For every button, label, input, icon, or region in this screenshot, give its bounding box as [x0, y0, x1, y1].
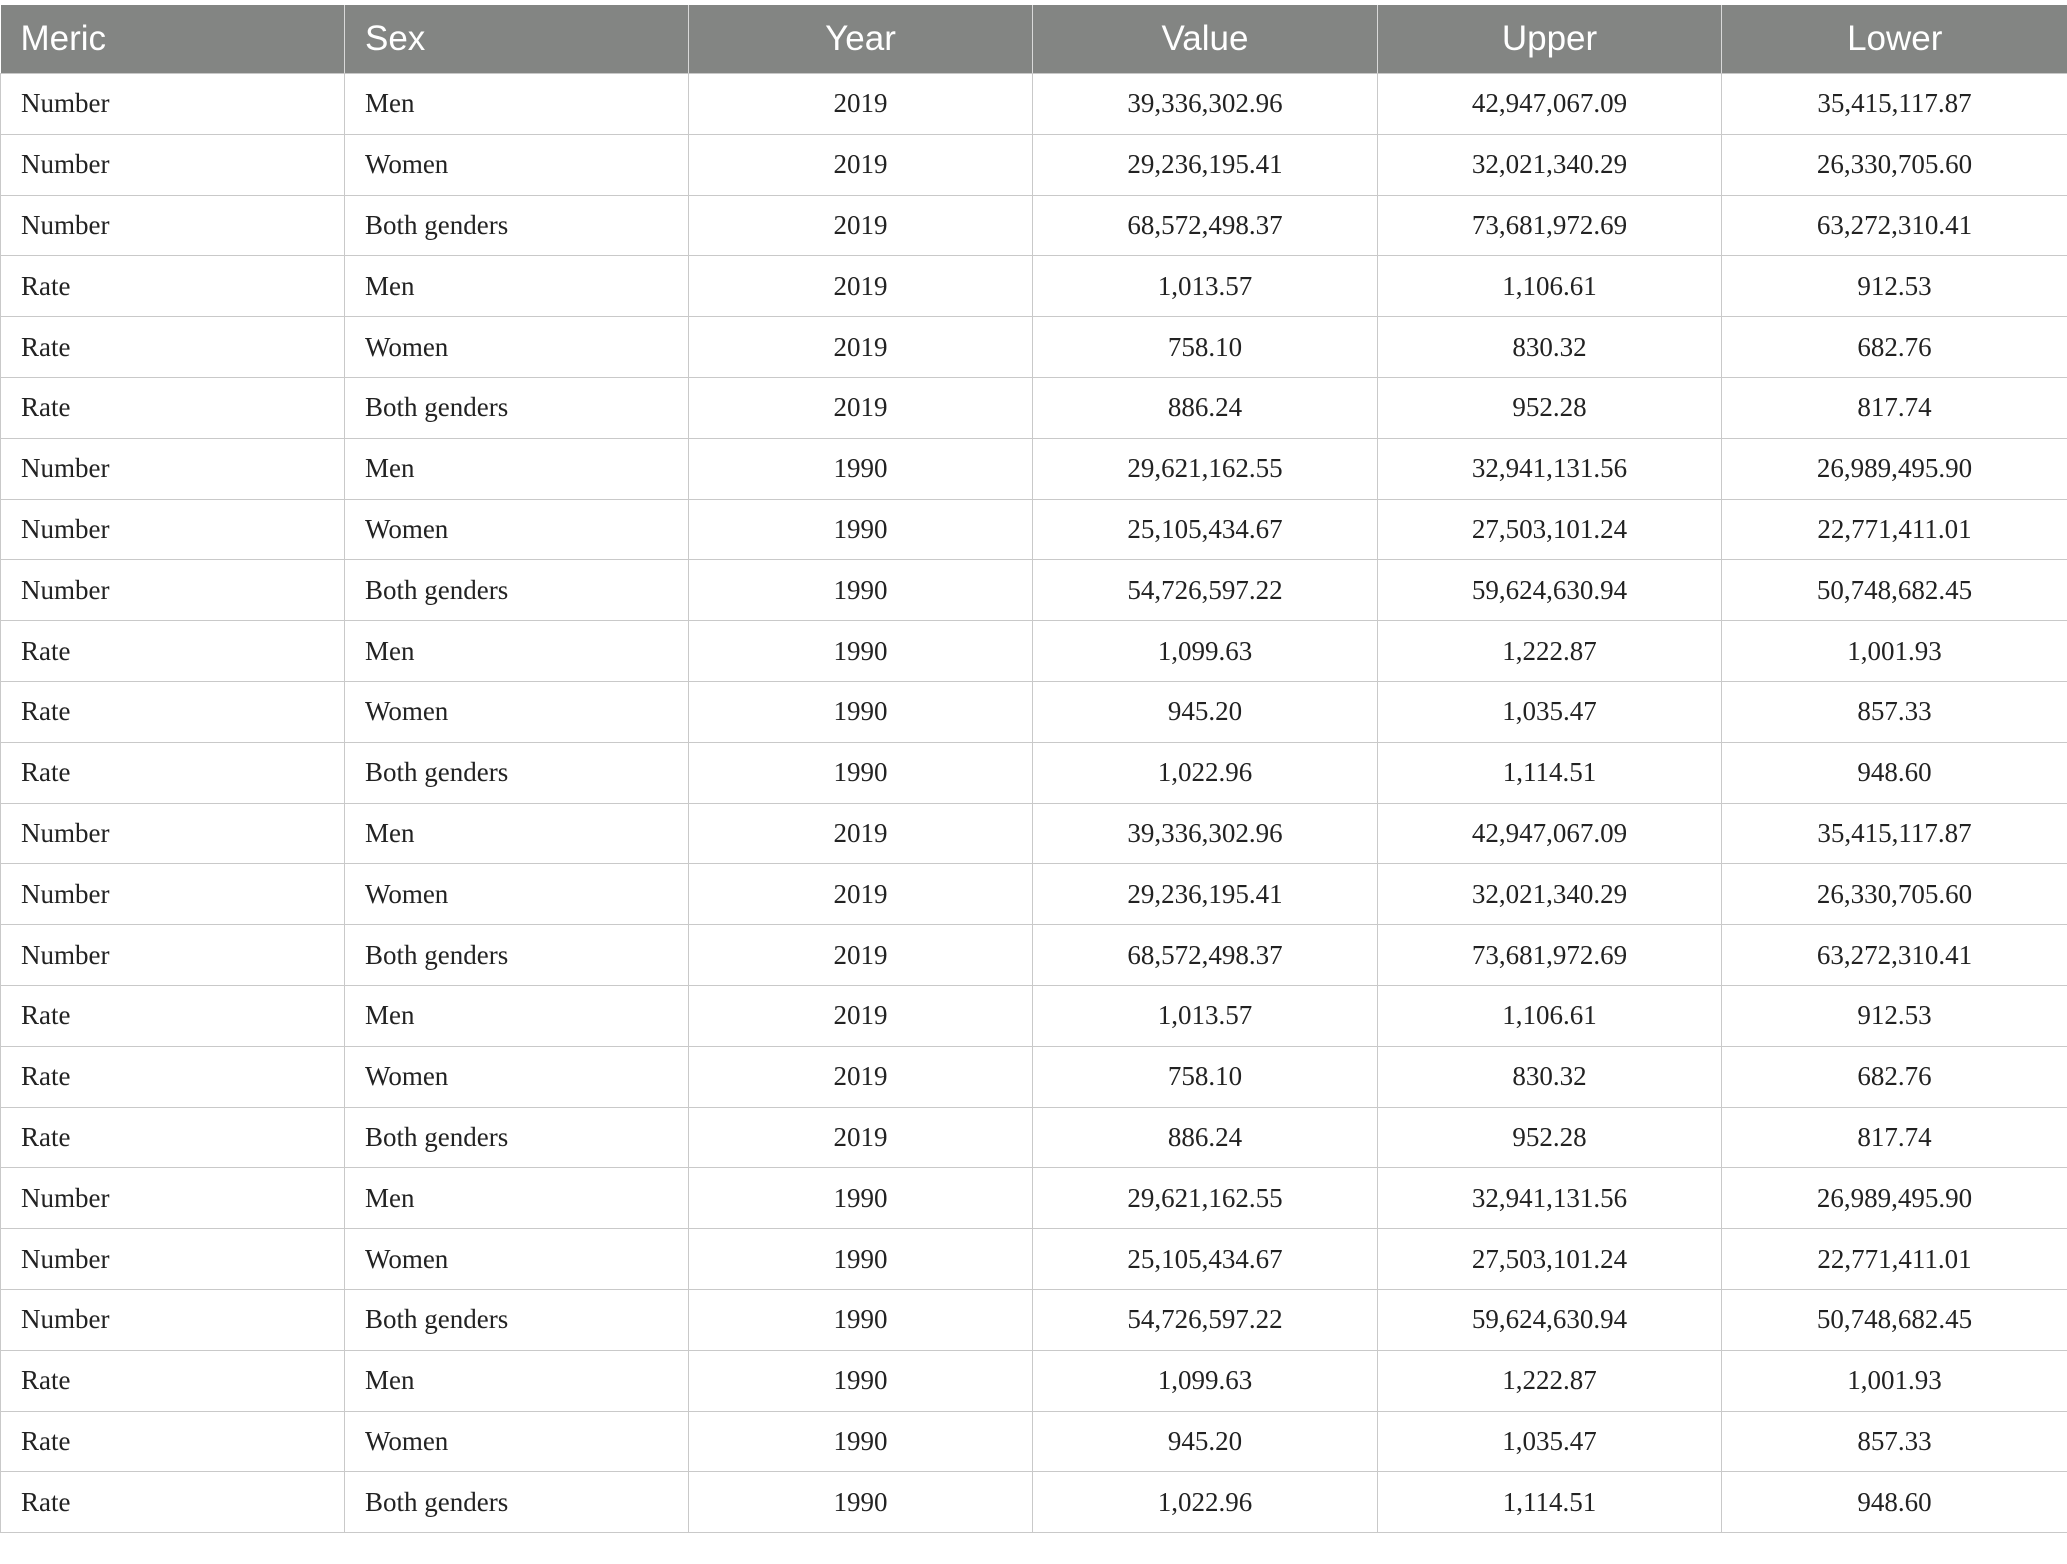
cell-year: 2019 [689, 1046, 1033, 1107]
table-row [1, 1411, 2067, 1472]
cell-value: 1,022.96 [1033, 1472, 1378, 1533]
data-table [0, 5, 2067, 1533]
cell-meric: Number [1, 1289, 345, 1350]
cell-lower: 26,989,495.90 [1722, 1168, 2067, 1229]
cell-meric: Rate [1, 317, 345, 378]
cell-lower: 817.74 [1722, 1107, 2067, 1168]
cell-sex: Men [345, 985, 689, 1046]
cell-value: 1,022.96 [1033, 742, 1378, 803]
cell-meric: Rate [1, 1411, 345, 1472]
cell-upper: 1,114.51 [1378, 742, 1722, 803]
cell-year: 1990 [689, 1472, 1033, 1533]
cell-upper: 1,114.51 [1378, 1472, 1722, 1533]
cell-meric: Rate [1, 377, 345, 438]
cell-meric: Number [1, 925, 345, 986]
cell-sex: Both genders [345, 1289, 689, 1350]
cell-sex: Both genders [345, 195, 689, 256]
table-row [1, 377, 2067, 438]
table-row [1, 1229, 2067, 1290]
table-row [1, 803, 2067, 864]
cell-meric: Number [1, 134, 345, 195]
cell-sex: Both genders [345, 560, 689, 621]
cell-year: 2019 [689, 195, 1033, 256]
table-row [1, 681, 2067, 742]
cell-year: 2019 [689, 803, 1033, 864]
cell-value: 29,621,162.55 [1033, 1168, 1378, 1229]
cell-meric: Number [1, 864, 345, 925]
cell-sex: Women [345, 499, 689, 560]
cell-year: 1990 [689, 1229, 1033, 1290]
cell-meric: Rate [1, 1107, 345, 1168]
cell-sex: Women [345, 317, 689, 378]
table-row [1, 560, 2067, 621]
cell-year: 2019 [689, 317, 1033, 378]
cell-year: 2019 [689, 256, 1033, 317]
cell-value: 758.10 [1033, 1046, 1378, 1107]
cell-value: 1,099.63 [1033, 1350, 1378, 1411]
table-row [1, 1046, 2067, 1107]
cell-value: 54,726,597.22 [1033, 1289, 1378, 1350]
column-header-year: Year [689, 5, 1033, 74]
cell-sex: Both genders [345, 1472, 689, 1533]
cell-upper: 32,941,131.56 [1378, 1168, 1722, 1229]
cell-value: 1,013.57 [1033, 985, 1378, 1046]
cell-year: 1990 [689, 438, 1033, 499]
cell-lower: 682.76 [1722, 317, 2067, 378]
cell-sex: Women [345, 1411, 689, 1472]
cell-value: 1,099.63 [1033, 621, 1378, 682]
cell-lower: 63,272,310.41 [1722, 925, 2067, 986]
cell-meric: Rate [1, 681, 345, 742]
cell-sex: Both genders [345, 377, 689, 438]
cell-sex: Both genders [345, 742, 689, 803]
cell-upper: 1,222.87 [1378, 621, 1722, 682]
table-row [1, 438, 2067, 499]
cell-value: 886.24 [1033, 377, 1378, 438]
cell-upper: 27,503,101.24 [1378, 1229, 1722, 1290]
cell-upper: 32,021,340.29 [1378, 134, 1722, 195]
cell-sex: Men [345, 621, 689, 682]
cell-upper: 27,503,101.24 [1378, 499, 1722, 560]
cell-sex: Men [345, 1350, 689, 1411]
cell-meric: Number [1, 195, 345, 256]
table-row [1, 925, 2067, 986]
table-row [1, 134, 2067, 195]
cell-value: 54,726,597.22 [1033, 560, 1378, 621]
cell-sex: Men [345, 256, 689, 317]
cell-lower: 857.33 [1722, 1411, 2067, 1472]
cell-upper: 1,106.61 [1378, 256, 1722, 317]
cell-upper: 32,021,340.29 [1378, 864, 1722, 925]
cell-sex: Women [345, 1046, 689, 1107]
cell-upper: 830.32 [1378, 317, 1722, 378]
table-row [1, 256, 2067, 317]
cell-year: 1990 [689, 1411, 1033, 1472]
cell-year: 1990 [689, 621, 1033, 682]
cell-year: 1990 [689, 560, 1033, 621]
cell-lower: 912.53 [1722, 256, 2067, 317]
column-header-sex: Sex [345, 5, 689, 74]
table-row [1, 985, 2067, 1046]
cell-upper: 1,222.87 [1378, 1350, 1722, 1411]
cell-lower: 50,748,682.45 [1722, 560, 2067, 621]
cell-year: 1990 [689, 1168, 1033, 1229]
cell-value: 29,236,195.41 [1033, 134, 1378, 195]
cell-value: 68,572,498.37 [1033, 195, 1378, 256]
cell-value: 68,572,498.37 [1033, 925, 1378, 986]
cell-value: 39,336,302.96 [1033, 74, 1378, 135]
cell-upper: 59,624,630.94 [1378, 1289, 1722, 1350]
cell-upper: 73,681,972.69 [1378, 195, 1722, 256]
header-row [1, 5, 2067, 74]
cell-year: 2019 [689, 864, 1033, 925]
cell-value: 758.10 [1033, 317, 1378, 378]
table-row [1, 1107, 2067, 1168]
table-body [1, 74, 2067, 1533]
cell-value: 886.24 [1033, 1107, 1378, 1168]
table-header [1, 5, 2067, 74]
cell-upper: 952.28 [1378, 1107, 1722, 1168]
cell-lower: 817.74 [1722, 377, 2067, 438]
cell-lower: 26,330,705.60 [1722, 864, 2067, 925]
cell-sex: Women [345, 681, 689, 742]
cell-lower: 35,415,117.87 [1722, 803, 2067, 864]
cell-year: 2019 [689, 985, 1033, 1046]
cell-sex: Women [345, 1229, 689, 1290]
cell-meric: Number [1, 1168, 345, 1229]
cell-meric: Number [1, 499, 345, 560]
table-row [1, 1472, 2067, 1533]
cell-meric: Rate [1, 985, 345, 1046]
cell-lower: 912.53 [1722, 985, 2067, 1046]
cell-sex: Women [345, 864, 689, 925]
cell-upper: 59,624,630.94 [1378, 560, 1722, 621]
table-row [1, 195, 2067, 256]
column-header-value: Value [1033, 5, 1378, 74]
cell-year: 2019 [689, 134, 1033, 195]
cell-sex: Men [345, 803, 689, 864]
cell-meric: Rate [1, 1350, 345, 1411]
cell-lower: 26,330,705.60 [1722, 134, 2067, 195]
cell-lower: 35,415,117.87 [1722, 74, 2067, 135]
cell-upper: 1,035.47 [1378, 681, 1722, 742]
cell-sex: Men [345, 74, 689, 135]
cell-upper: 42,947,067.09 [1378, 803, 1722, 864]
cell-meric: Number [1, 560, 345, 621]
cell-meric: Rate [1, 256, 345, 317]
cell-sex: Men [345, 438, 689, 499]
cell-value: 29,236,195.41 [1033, 864, 1378, 925]
data-table-container [0, 5, 2067, 1533]
cell-lower: 26,989,495.90 [1722, 438, 2067, 499]
cell-lower: 50,748,682.45 [1722, 1289, 2067, 1350]
cell-value: 945.20 [1033, 681, 1378, 742]
cell-lower: 1,001.93 [1722, 1350, 2067, 1411]
column-header-meric: Meric [1, 5, 345, 74]
cell-year: 1990 [689, 1289, 1033, 1350]
cell-lower: 63,272,310.41 [1722, 195, 2067, 256]
cell-meric: Number [1, 803, 345, 864]
cell-meric: Number [1, 74, 345, 135]
cell-upper: 830.32 [1378, 1046, 1722, 1107]
cell-year: 1990 [689, 1350, 1033, 1411]
cell-meric: Rate [1, 1472, 345, 1533]
cell-lower: 857.33 [1722, 681, 2067, 742]
cell-meric: Number [1, 438, 345, 499]
cell-lower: 682.76 [1722, 1046, 2067, 1107]
cell-sex: Both genders [345, 925, 689, 986]
cell-year: 1990 [689, 681, 1033, 742]
cell-year: 1990 [689, 499, 1033, 560]
cell-sex: Women [345, 134, 689, 195]
cell-upper: 1,106.61 [1378, 985, 1722, 1046]
cell-sex: Both genders [345, 1107, 689, 1168]
cell-value: 945.20 [1033, 1411, 1378, 1472]
table-row [1, 621, 2067, 682]
cell-year: 2019 [689, 377, 1033, 438]
table-row [1, 499, 2067, 560]
cell-sex: Men [345, 1168, 689, 1229]
cell-meric: Rate [1, 1046, 345, 1107]
cell-value: 1,013.57 [1033, 256, 1378, 317]
cell-year: 2019 [689, 1107, 1033, 1168]
table-row [1, 1350, 2067, 1411]
cell-lower: 22,771,411.01 [1722, 1229, 2067, 1290]
cell-lower: 948.60 [1722, 742, 2067, 803]
cell-year: 2019 [689, 925, 1033, 986]
cell-upper: 73,681,972.69 [1378, 925, 1722, 986]
cell-meric: Number [1, 1229, 345, 1290]
table-row [1, 864, 2067, 925]
cell-value: 39,336,302.96 [1033, 803, 1378, 864]
table-row [1, 74, 2067, 135]
table-row [1, 742, 2067, 803]
table-row [1, 317, 2067, 378]
cell-lower: 1,001.93 [1722, 621, 2067, 682]
cell-value: 25,105,434.67 [1033, 1229, 1378, 1290]
cell-meric: Rate [1, 621, 345, 682]
cell-upper: 1,035.47 [1378, 1411, 1722, 1472]
cell-year: 2019 [689, 74, 1033, 135]
cell-upper: 952.28 [1378, 377, 1722, 438]
cell-meric: Rate [1, 742, 345, 803]
cell-value: 29,621,162.55 [1033, 438, 1378, 499]
table-row [1, 1289, 2067, 1350]
cell-lower: 948.60 [1722, 1472, 2067, 1533]
table-row [1, 1168, 2067, 1229]
cell-year: 1990 [689, 742, 1033, 803]
cell-value: 25,105,434.67 [1033, 499, 1378, 560]
cell-upper: 32,941,131.56 [1378, 438, 1722, 499]
cell-upper: 42,947,067.09 [1378, 74, 1722, 135]
cell-lower: 22,771,411.01 [1722, 499, 2067, 560]
column-header-lower: Lower [1722, 5, 2067, 74]
column-header-upper: Upper [1378, 5, 1722, 74]
